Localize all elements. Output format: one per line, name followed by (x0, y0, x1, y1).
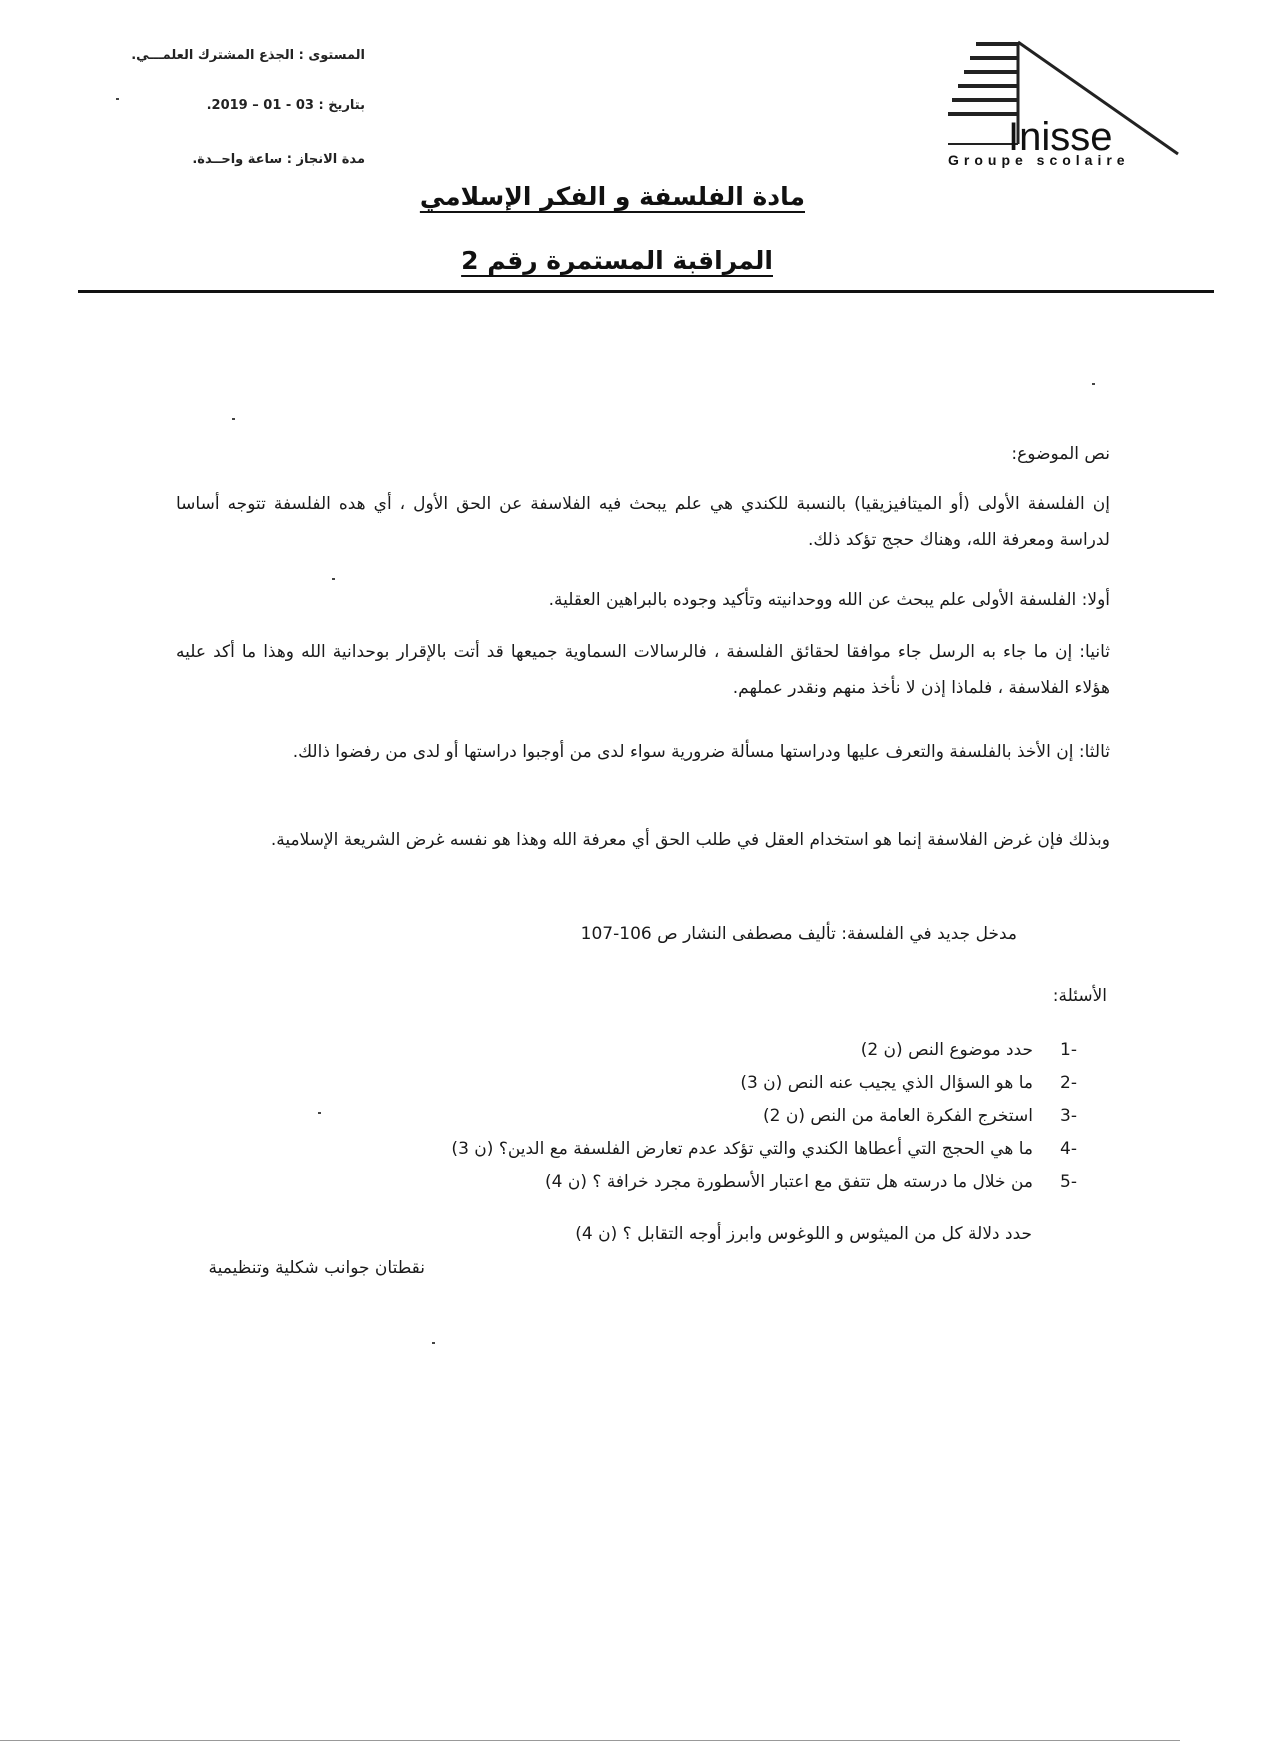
question-number: -4 (1060, 1139, 1077, 1159)
scan-speck (1092, 383, 1095, 385)
argument-third: ثالثا: إن الأخذ بالفلسفة والتعرف عليها ودراستها مسألة ضرورية سواء لدى من أوجبوا دراستها أو لدى من رفضوا ذالك. (292, 742, 1110, 762)
question-item (177, 1067, 1077, 1100)
scan-speck (116, 98, 119, 100)
question-item (177, 1034, 1077, 1067)
questions-heading: الأسئلة: (1052, 986, 1107, 1006)
scan-speck (232, 418, 235, 420)
source-citation: مدخل جديد في الفلسفة: تأليف مصطفى النشار ص 106-107 (580, 924, 1017, 944)
question-extra: حدد دلالة كل من الميثوس و اللوغوس وابرز أوجه التقابل ؟ (ن 4) (575, 1224, 1032, 1244)
logo-name: Inisse (1008, 115, 1113, 159)
question-number: -1 (1060, 1040, 1077, 1060)
question-item (177, 1100, 1077, 1133)
scan-speck (432, 1342, 435, 1344)
question-text: ما هو السؤال الذي يجيب عنه النص (ن 3) (740, 1073, 1033, 1093)
presentation-note: نقطتان جوانب شكلية وتنظيمية (208, 1258, 425, 1278)
question-number: -2 (1060, 1073, 1077, 1093)
date-label: بتاريخ (328, 98, 365, 113)
text-heading: نص الموضوع: (1011, 444, 1110, 464)
exam-title: المراقبة المستمرة رقم 2 (461, 246, 773, 275)
duration-label: مدة الانجاز (296, 152, 365, 167)
question-text: استخرج الفكرة العامة من النص (ن 2) (762, 1106, 1033, 1126)
argument-first: أولا: الفلسفة الأولى علم يبحث عن الله ووحدانيته وتأكيد وجوده بالبراهين العقلية. (548, 590, 1110, 610)
level-label: المستوى (308, 48, 365, 63)
argument-second: ثانيا: إن ما جاء به الرسل جاء موافقا لحقائق الفلسفة ، فالرسالات السماوية جميعها قد أتت بالإقرار بوحدانية الله وهذا ما أكد عليه هؤلاء الفلاسفة ، فلماذا إذن لا نأخذ منهم ونقدر عملهم. (176, 642, 1110, 698)
scan-speck (318, 1112, 321, 1114)
intro-paragraph: إن الفلسفة الأولى (أو الميتافيزيقيا) بالنسبة للكندي هي علم يبحث فيه الفلاسفة عن الحق الأول ، أي هده الفلسفة تتوجه أساسا لدراسة ومعرفة الله، وهناك حجج تؤكد ذلك. (176, 494, 1110, 550)
level-line (131, 48, 365, 63)
level-value: : الجذع المشترك العلمـــي. (131, 48, 304, 63)
date-line (207, 98, 365, 113)
conclusion-paragraph: وبذلك فإن غرض الفلاسفة إنما هو استخدام العقل في طلب الحق أي معرفة الله وهذا هو نفسه غرض الشريعة الإسلامية. (270, 830, 1110, 850)
logo-subtitle: Groupe scolaire (948, 152, 1130, 168)
questions-list (177, 1034, 1077, 1199)
date-value: : 03 - 01 – 2019. (206, 98, 324, 113)
page-bottom-edge (0, 1740, 1180, 1741)
question-item (177, 1166, 1077, 1199)
scan-speck (332, 578, 335, 580)
question-text: من خلال ما درسته هل تتفق مع اعتبار الأسطورة مجرد خرافة ؟ (ن 4) (545, 1172, 1033, 1192)
question-text: حدد موضوع النص (ن 2) (860, 1040, 1033, 1060)
title-divider (78, 290, 1214, 293)
question-number: -5 (1060, 1172, 1077, 1192)
question-text: ما هي الحجج التي أعطاها الكندي والتي تؤكد عدم تعارض الفلسفة مع الدين؟ (ن 3) (451, 1139, 1033, 1159)
question-number: -3 (1060, 1106, 1077, 1126)
question-item (177, 1133, 1077, 1166)
duration-line (192, 152, 365, 167)
subject-title: مادة الفلسفة و الفكر الإسلامي (419, 182, 805, 211)
duration-value: : ساعة واحــدة. (192, 152, 292, 167)
school-logo (948, 34, 1188, 169)
